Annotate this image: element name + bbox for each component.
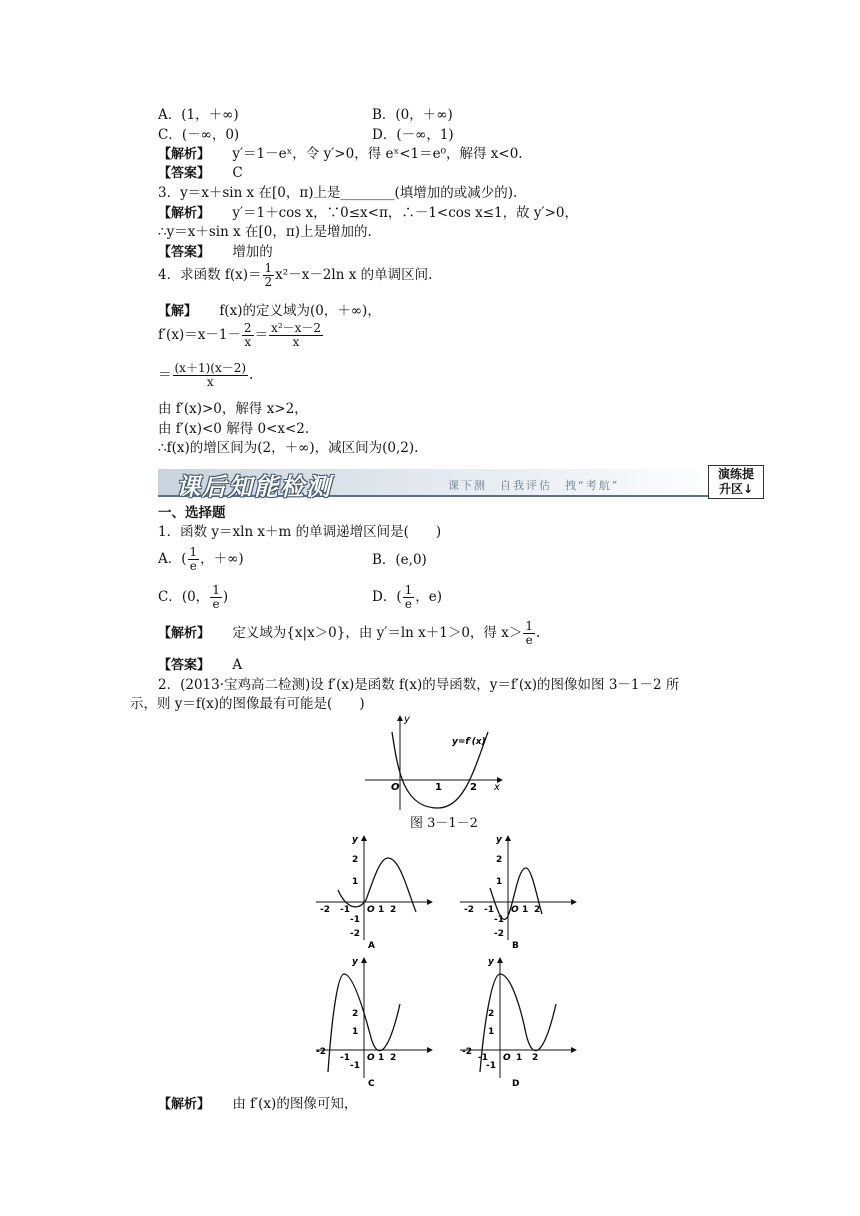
p2-stem-line1: 2．(2013·宝鸡高二检测)设 f′(x)是函数 f(x)的导函数，y＝f′(x)的图像如图 3－1－2 所 [158,677,680,693]
answer-text: C [232,165,243,181]
p1-option-b: B．(e,0) [372,552,427,568]
q4-step4: 由 f′(x)>0，解得 x>2， [158,401,308,417]
fraction [242,322,254,349]
y-tick: 2 [352,1009,359,1019]
x-tick: -2 [464,905,474,915]
option-c: C．(－∞，0) [158,127,240,143]
option-a: A．(1，＋∞) [158,107,239,123]
numerator: 1 [404,583,413,597]
stem-text: 4．求函数 f(x)＝ [158,267,262,283]
section-banner [158,465,764,499]
q4-derivative [158,322,324,349]
y-tick: 2 [488,1009,495,1019]
y-tick: 2 [352,855,359,865]
y-tick: -1 [350,915,360,925]
numerator: 1 [264,261,273,275]
answer-text: 增加的 [232,244,273,260]
banner-subtitle: 课下测 自我评估 拽“考航” [448,479,620,492]
fraction [523,620,535,647]
x-tick: 2 [534,905,541,915]
y-tick: -1 [494,915,504,925]
y-label: y [352,835,358,845]
x-tick: 2 [390,1053,397,1063]
graph-label: C [368,1079,375,1089]
figure-caption: 图 3－1－2 [410,816,478,831]
option-b: B．(0，＋∞) [372,107,453,123]
y-label: y [488,957,494,967]
analysis-tag: 【解析】 [158,626,211,641]
x-tick: -2 [462,1047,472,1057]
banner-box-line1: 演练提 [717,467,754,481]
option-text: ) [222,589,229,605]
y-tick: 1 [488,1027,495,1037]
p1-option-d [372,584,442,611]
y-tick: -2 [350,929,360,939]
q4-stem [158,262,432,289]
graph-c [312,954,436,1090]
answer-text: A [232,657,243,673]
origin-label: O [367,905,375,915]
denominator: x [292,335,300,349]
analysis-tag: 【解析】 [158,1097,211,1112]
option-text: A．( [158,551,187,567]
x-tick: -2 [316,1047,326,1057]
graph-label: D [512,1079,520,1089]
p1-option-c [158,584,228,611]
origin-label: O [391,782,400,793]
p2-stem-line2: 示，则 y＝f(x)的图像最有可能是( ) [130,696,365,712]
analysis-text: y′＝1＋cos x，∵0≤x<π，∴－1<cos x≤1，故 y′>0， [232,205,579,221]
y-tick: 1 [352,1027,359,1037]
analysis-tag: 【解析】 [158,147,211,162]
option-text: ，e) [415,589,442,605]
answer-tag: 【答案】 [158,245,211,260]
q4-factored [158,362,253,389]
x-tick: 1 [378,905,385,915]
tick-2: 2 [470,782,477,793]
equals: ＝ [158,367,172,383]
x-tick: 1 [516,1053,523,1063]
origin-label: O [511,905,519,915]
option-d: D．(－∞，1) [372,127,454,143]
curve [338,858,416,912]
x-tick: 1 [522,905,529,915]
p2-analysis [158,1095,357,1114]
fraction [269,322,323,349]
numerator: (x＋1)(x－2) [174,361,247,375]
stem-text: x²－x－2ln x 的单调区间. [275,267,433,283]
graph-label: B [512,941,519,950]
graph-d [456,954,580,1090]
y-label: y [352,957,358,967]
banner-title: 课后知能检测 [176,472,332,501]
option-text: D．( [372,589,402,605]
period: . [535,625,541,641]
graph-label: A [368,941,375,950]
derivative-text: f′(x)＝x－1－ [158,327,241,343]
banner-box-line2: 升区↓ [718,482,754,496]
q3-analysis [158,204,578,223]
p1-answer [158,656,242,675]
y-tick: -1 [486,1061,496,1071]
numerator: x²－x－2 [271,321,322,335]
q4-conclusion: ∴f(x)的增区间为(2，＋∞)，减区间为(0,2). [158,440,419,456]
q3-analysis-cont: ∴y＝x＋sin x 在[0，π)上是增加的. [158,224,372,240]
x-tick: -2 [320,905,330,915]
y-tick: 2 [496,855,503,865]
y-tick: 1 [496,877,503,887]
solution-tag: 【解】 [158,304,198,319]
denominator: x [244,335,252,349]
period: . [249,367,254,383]
q3-answer [158,243,273,262]
p1-stem: 1．函数 y＝xln x＋m 的单调递增区间是( ) [158,524,442,540]
fraction [210,584,222,611]
function-label: y=f′(x) [452,737,486,747]
graph-a [312,832,436,950]
section-heading: 一、选择题 [158,505,226,521]
denominator: x [206,375,214,389]
q3-stem: 3．y＝x＋sin x 在[0，π)上是________(填增加的或减少的). [158,185,518,201]
x-tick: 2 [532,1053,539,1063]
fraction [403,584,415,611]
x-tick: -1 [478,1053,488,1063]
origin-label: O [367,1053,375,1063]
denominator: e [189,559,197,573]
fraction [188,546,200,573]
x-tick: -1 [484,905,494,915]
y-tick: -2 [494,929,504,939]
x-tick: 1 [378,1053,385,1063]
y-label: y [496,835,502,845]
fraction [173,362,249,389]
analysis-text: 定义域为{x|x＞0}，由 y′＝ln x＋1＞0，得 x＞ [232,625,523,641]
analysis-text: 由 f′(x)的图像可知， [232,1096,358,1112]
numerator: 1 [525,619,533,633]
option-text: ，＋∞) [200,551,244,567]
x-tick: -1 [340,1053,350,1063]
fraction [263,262,275,289]
banner-box [708,465,764,499]
x-tick: -1 [340,905,350,915]
q1-answer [158,164,243,183]
q4-step5: 由 f′(x)<0 解得 0<x<2. [158,421,310,437]
tick-1: 1 [435,782,442,793]
denominator: e [525,633,533,647]
q4-solution [158,302,381,321]
numerator: 1 [212,583,220,597]
answer-tag: 【答案】 [158,166,211,181]
analysis-tag: 【解析】 [158,206,211,221]
denominator: e [212,597,220,611]
y-tick: 1 [352,877,359,887]
solution-text: f(x)的定义域为(0，＋∞)， [219,303,381,319]
p1-analysis [158,620,540,647]
y-label: y [404,714,410,725]
option-text: C．(0， [158,589,210,605]
derivative-graph [360,712,510,814]
answer-tag: 【答案】 [158,658,211,673]
numerator: 1 [189,545,198,559]
denominator: e [404,597,412,611]
x-tick: 2 [390,905,397,915]
origin-label: O [503,1053,511,1063]
x-label: x [494,782,500,793]
graph-b [456,832,580,950]
p1-option-a [158,546,244,573]
equals: ＝ [254,327,269,343]
numerator: 2 [243,321,252,335]
denominator: 2 [264,275,273,289]
analysis-text: y′＝1－eˣ，令 y′>0，得 eˣ<1＝e⁰，解得 x<0. [232,146,523,162]
y-tick: -1 [350,1061,360,1071]
q1-analysis [158,145,523,164]
